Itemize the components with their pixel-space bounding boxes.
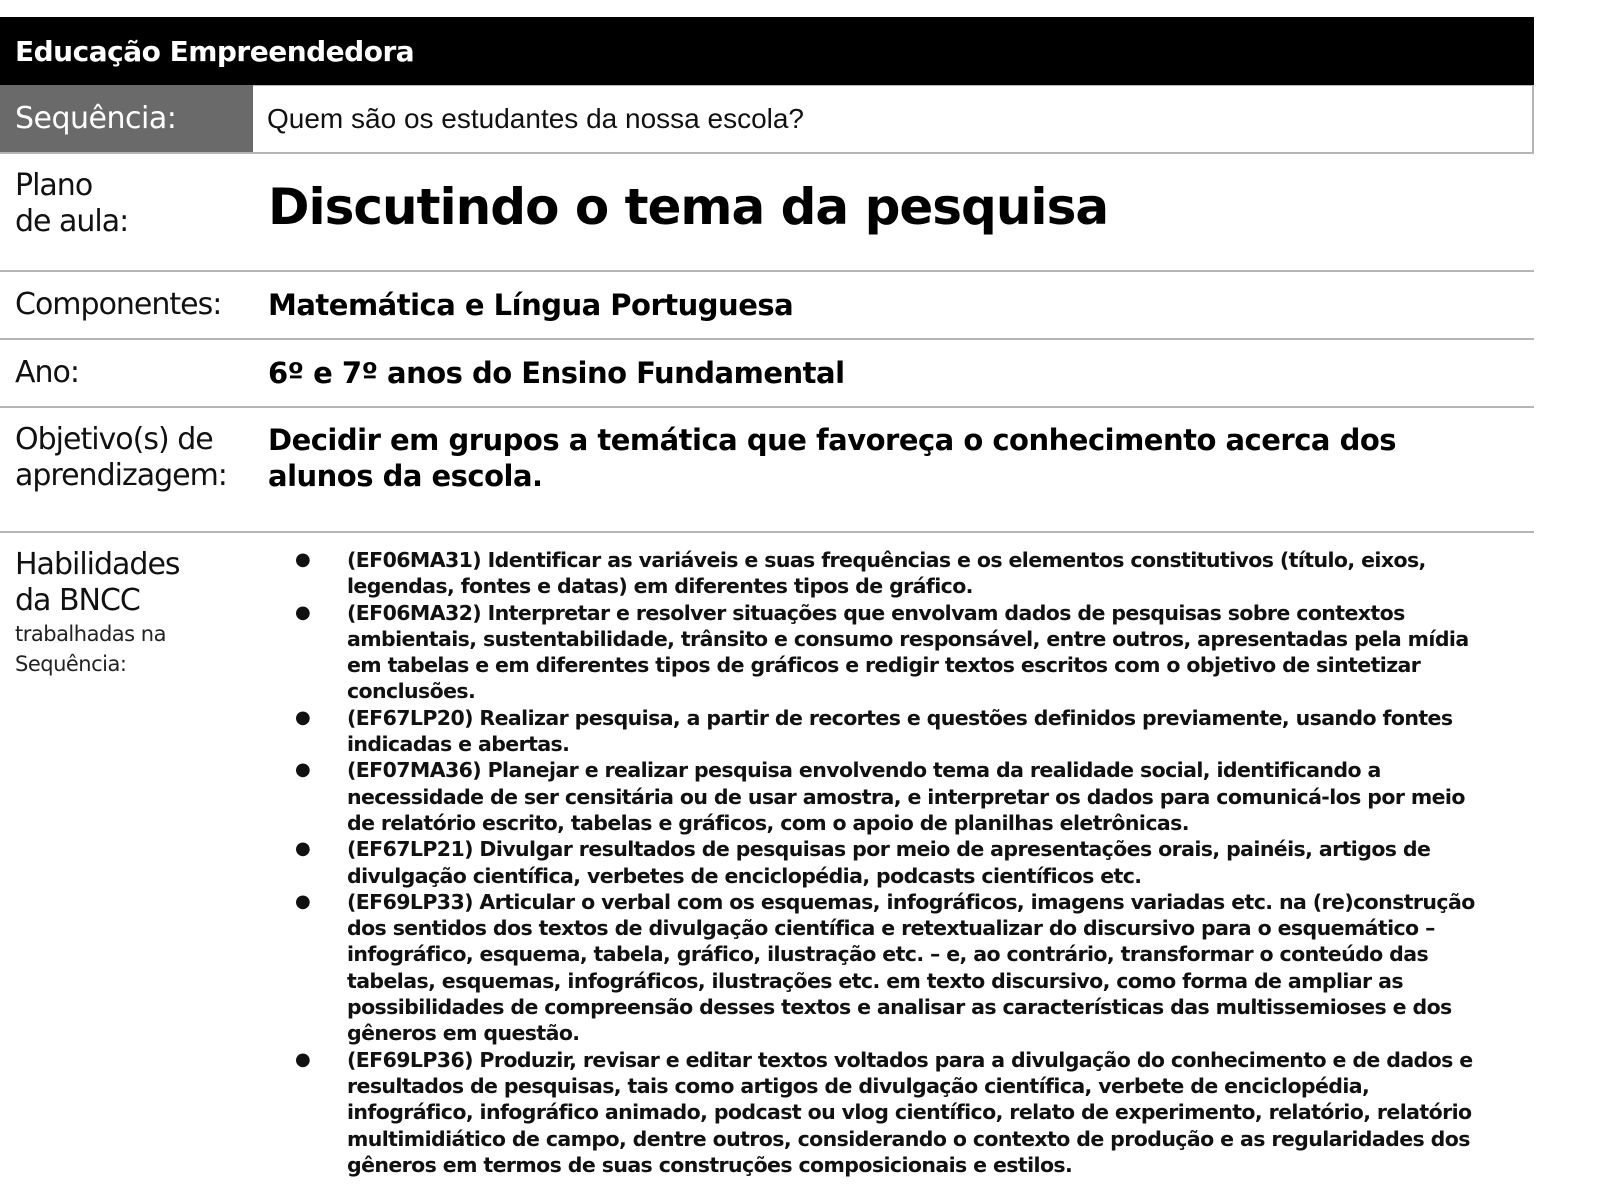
skills-label-line4: Sequência:	[15, 652, 127, 676]
sequence-label: Sequência:	[0, 85, 253, 152]
skill-item	[268, 889, 1494, 1047]
skill-text: (EF69LP36) Produzir, revisar e editar textos voltados para a divulgação do conhecimento e de dados e resultados de pesquisas, tais como artigos de divulgação científica, verbete de enciclopédia, infográfico, infográfico animado, podcast ou vlog científico, relato de experimento, relatório, relatório multimidiático de campo, dentre outros, considerando o contexto de produção e as regularidades dos gêneros em termos de suas construções composicionais e estilos.	[347, 1047, 1473, 1177]
skills-label-line3: trabalhadas na	[15, 622, 166, 646]
lesson-plan-label-line1: Plano	[15, 168, 93, 203]
skills-label-line2: da BNCC	[15, 583, 140, 618]
skill-item	[268, 1047, 1494, 1178]
lesson-plan-label	[0, 154, 268, 270]
program-title: Educação Empreendedora	[15, 34, 415, 68]
bullet-icon: ●	[295, 1048, 311, 1070]
lesson-plan-label-line2: de aula:	[15, 204, 129, 239]
year-row	[0, 340, 1534, 408]
skills-label	[0, 547, 268, 1178]
lesson-plan-row	[0, 154, 1534, 272]
objectives-value: Decidir em grupos a temática que favoreça o conhecimento acerca dos alunos da escola.	[268, 423, 1397, 493]
bullet-icon: ●	[295, 549, 311, 570]
skill-item	[268, 547, 1494, 600]
bullet-icon: ●	[295, 890, 311, 912]
bullet-icon: ●	[295, 601, 311, 623]
skill-text: (EF67LP20) Realizar pesquisa, a partir de recortes e questões definidos previamente, usando fontes indicadas e abertas.	[347, 705, 1453, 757]
skill-text: (EF67LP21) Divulgar resultados de pesquisas por meio de apresentações orais, painéis, artigos de divulgação científica, verbetes de enciclopédia, podcasts científicos etc.	[347, 837, 1431, 888]
objectives-label-line2: aprendizagem:	[15, 458, 227, 493]
skill-item	[268, 600, 1494, 705]
objectives-label	[0, 408, 268, 531]
program-title-bar	[0, 17, 1534, 85]
components-value: Matemática e Língua Portuguesa	[268, 288, 794, 322]
skill-text: (EF07MA36) Planejar e realizar pesquisa envolvendo tema da realidade social, identificando a necessidade de ser censitária ou de usar amostra, e interpretar os dados para comunicá-los por meio de relatório escrito, tabelas e gráficos, com o apoio de planilhas eletrônicas.	[347, 758, 1465, 835]
skill-item	[268, 705, 1494, 758]
year-value: 6º e 7º anos do Ensino Fundamental	[268, 356, 845, 390]
objectives-label-line1: Objetivo(s) de	[15, 422, 213, 457]
skills-row	[0, 533, 1534, 1178]
skill-item	[268, 836, 1494, 889]
skill-text: (EF69LP33) Articular o verbal com os esquemas, infográficos, imagens variadas etc. na (re)construção dos sentidos dos textos de divulgação científica e retextualizar do discursivo para o esquemático – infográfico, esquema, tabela, gráfico, ilustração etc. – e, ao contrário, transformar o conteúdo das tabelas, esquemas, infográficos, ilustrações etc. em texto discursivo, como forma de ampliar as possibilidades de compreensão desses textos e analisar as características das multissemioses e dos gêneros em questão.	[347, 889, 1475, 1046]
bullet-icon: ●	[295, 759, 311, 781]
components-row	[0, 272, 1534, 340]
objectives-row	[0, 408, 1534, 533]
skill-text: (EF06MA31) Identificar as variáveis e suas frequências e os elementos constitutivos (título, eixos, legendas, fontes e datas) em diferentes tipos de gráfico.	[347, 548, 1426, 599]
bullet-icon: ●	[295, 838, 311, 860]
skills-list	[268, 547, 1534, 1178]
lesson-plan-title: Discutindo o tema da pesquisa	[268, 178, 1109, 236]
year-label: Ano:	[15, 355, 79, 390]
skill-text: (EF06MA32) Interpretar e resolver situações que envolvam dados de pesquisas sobre contextos ambientais, sustentabilidade, trânsito e consumo responsável, entre outros, apresentadas pela mídia em tabelas e em diferentes tipos de gráficos e redigir textos escritos com o objetivo de sintetizar conclusões.	[347, 600, 1469, 704]
lesson-plan-document	[0, 17, 1534, 1178]
sequence-row	[0, 85, 1534, 154]
skills-label-line1: Habilidades	[15, 547, 180, 582]
bullet-icon: ●	[295, 706, 311, 728]
components-label: Componentes:	[15, 287, 222, 322]
skill-item	[268, 757, 1494, 836]
sequence-value: Quem são os estudantes da nossa escola?	[253, 85, 1534, 152]
